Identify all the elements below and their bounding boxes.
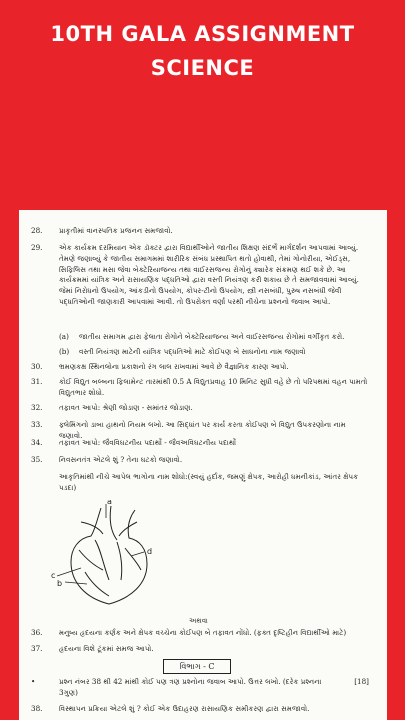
question-text: તફાવત આપો: શ્રેણી જોડાણ - સમાંતર જોડાણ. <box>59 403 193 412</box>
question-text: નિવસનતંત્ર એટલે શું ? તેના ઘટકો જણાવો. <box>59 455 183 464</box>
section-marks: [18] <box>354 677 369 686</box>
question-number: 37. <box>31 644 43 653</box>
question-number: 38. <box>31 704 43 713</box>
section-heading: વિભાગ - C <box>163 659 231 674</box>
label-c: c <box>51 571 56 580</box>
question-text: ભ્રમણકક્ષ સ્થિનલોના પ્રકાશનો રંગ લાલ રાખવામાં આવે છે વૈજ્ઞાનિક કારણ આપો. <box>59 362 289 371</box>
question-text: પ્રાકૃતીમાં વાનસ્પતિક પ્રજનન સમજાવો. <box>59 226 173 235</box>
subitem-text: જાતીય સમાગમ દ્વારા ફેલાતા રોગોને બેક્ટેરિયાજન્ય અને વાઈરસજન્ય રોગોમાં વર્ગીકૃત કરો. <box>79 332 345 341</box>
banner-title: 10TH GALA ASSIGNMENT <box>50 22 355 46</box>
question-text: એક કાર્યક્રમ દરમિયાન એક ડૉક્ટર દ્વારા વિદ્યાર્થીઓને જાતીય શિક્ષણ સંદર્ભે માર્ગદર્શન આપવામાં આવ્યું. તેમણે જણાવ્યું કે જાતીય સમાગમમાં શારીરિક સંબંધ પ્રસ્થાપિત થતો હોવાથી, તેમાં ગોનોરીયા, એઈડ્સ, સિફિલિસ તથા મસા જેવા બેક્ટેરિયાજન્ય તથા વાઈરસજન્ય રોગોનું ક્યારેક સંક્રમણ થઈ શકે છે. આ કાર્યક્રમમાં યાંત્રિક અને રાસાયણિક પદ્ધતિઓ દ્વારા વસ્તી નિયંત્રણ કરી શકાય છે તે સમજાવવામાં આવ્યું. જેમાં નિરોધનો ઉપયોગ, આંકડીનો ઉપયોગ, કોપર-ટીનો ઉપયોગ, સ્ત્રી નસબંધી, પુરુષ નસબંધી જેવી પદ્ધતિઓની જાણકારી આપવામાં આવી. તો ઉપરોક્ત વર્ણા પરથી નીચેના પ્રશ્નનો જવાબ આપો. <box>59 243 359 306</box>
bullet: • <box>31 677 36 686</box>
question-number: 32. <box>31 403 43 412</box>
label-b: b <box>57 579 63 588</box>
question-text: તફાવત આપો: જૈવવિઘટનીય પદાર્થો - જૈવઅવિઘટનીય પદાર્થો <box>59 438 237 447</box>
question-text: કોઈ વિદ્યુત બલ્બના ફિલામેન્ટ તારમાંથી 0.5 A વિદ્યુતપ્રવાહ 10 મિનિટ સુધી વહે છે તો પરિપથમાં વહન પામતો વિદ્યુતભાર શોધો. <box>59 377 368 397</box>
or-separator: અથવા <box>189 617 208 625</box>
question-text: આકૃતિમાંથી નીચે આપેલ ભાગોના નામ શોધો:(સ્વયું હર્દાક, જમણું ક્ષેપક, આરોહી ધમનીકાંડ, આંતર ક્ષેપક પડદા) <box>59 472 359 492</box>
subitem-text: વસ્તી નિયંત્રણ માટેની યાંત્રિક પદ્ધતિઓ માટે કોઈપણ બે સાધનોના નામ જણાવો <box>79 347 306 356</box>
header-banner <box>0 0 405 200</box>
subitem-label: (b) <box>59 347 70 356</box>
question-number: 30. <box>31 362 43 371</box>
question-number: 28. <box>31 226 43 235</box>
question-number: 35. <box>31 455 43 464</box>
question-text: મનુષ્ય હૃદયના કર્ણક અને ક્ષેપક વચ્ચેના કોઈપણ બે તફાવત નોંધો. (ફક્ત દૃષ્ટિહીન વિદ્યાર્થીઓ માટે) <box>59 628 347 637</box>
question-text: હૃદયના વિશે ટૂંકમાં સમજ આપો. <box>59 644 154 653</box>
question-number: 36. <box>31 628 43 637</box>
banner-subtitle: SCIENCE <box>150 56 255 80</box>
question-text: ફ્લેમિંગનો ડાબા હાથનો નિયમ લખો. આ સિદ્ધાંત પર કાર્ય કરતા કોઈપણ બે વિદ્યુત ઉપકરણોના નામ જણાવો. <box>59 420 346 440</box>
question-text: વિસ્થાપન પ્રક્રિયા એટલે શું ? કોઈ એક ઉદાહરણ રાસાયણિક સમીકરણ દ્વારા સમજાવો. <box>59 704 310 713</box>
label-a: a <box>107 500 112 506</box>
heart-diagram <box>51 500 167 612</box>
label-d: d <box>147 547 153 556</box>
question-number: 29. <box>31 243 43 252</box>
question-number: 33. <box>31 420 43 429</box>
document-page <box>19 210 387 720</box>
subitem-label: (a) <box>59 332 69 341</box>
question-number: 31. <box>31 377 43 386</box>
instruction-text: પ્રશ્ન નંબર 38 થી 42 માંથી કોઈ પણ ત્રણ પ્રશ્નોના જવાબ આપો. ઉત્તર લખો. (દરેક પ્રશ્નના 3ગુણ) <box>59 677 322 697</box>
question-number: 34. <box>31 438 43 447</box>
